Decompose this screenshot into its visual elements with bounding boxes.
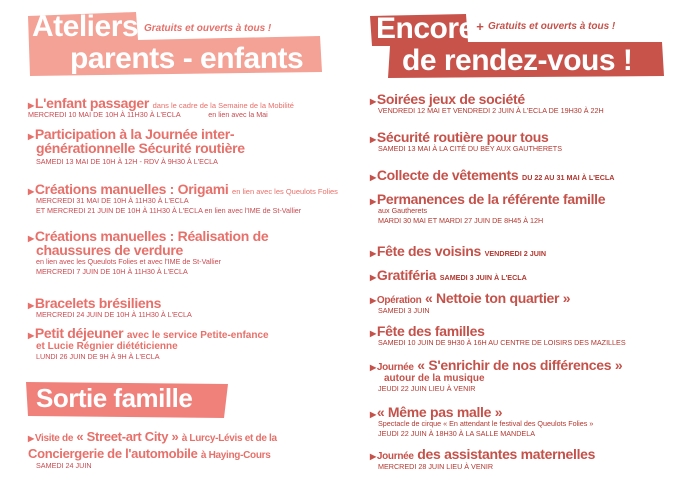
item-date: JEUDI 22 JUIN À 18H30 À LA SALLE MANDELA [378,428,535,438]
item-title: Permanences de la référente famille [376,191,606,207]
list-item [28,326,269,362]
item-date: MERCREDI 10 MAI DE 10H À 11H30 À L'ECLA [28,110,181,119]
item-date: MERCREDI 24 JUIN DE 10H À 11H30 À L'ECLA [36,310,192,319]
sortie-line1b: « Street-art City » [76,429,179,444]
item-note: en lien avec les Queulots Folies et avec l'IME de St-Vallier [36,257,222,266]
item-date: MERCREDI 31 MAI DE 10H À 11H30 À L'ECLA [36,196,189,205]
arrow-icon: ▶ [370,273,376,282]
item-title2: et Lucie Régnier diététicienne [36,341,178,352]
encore-banner-line1: Encore [376,12,475,45]
item-title2: autour de la musique [384,373,485,384]
item-date: DU 22 AU 31 MAI À L'ECLA [522,173,615,182]
arrow-icon: ▶ [370,363,376,372]
item-date: VENDREDI 12 MAI ET VENDREDI 2 JUIN À L'ECLA DE 19H30 À 22H [378,106,604,115]
item-title: « S'enrichir de nos différences » [417,357,623,373]
list-item [28,182,338,215]
item-title: Fête des voisins [376,243,481,259]
sortie-line1c: à Lurcy-Lévis et de la [181,433,277,444]
arrow-icon: ▶ [28,234,34,243]
arrow-icon: ▶ [28,331,34,340]
item-title: Créations manuelles : Réalisation de [34,228,269,244]
arrow-icon: ▶ [28,187,34,196]
item-title2: générationnelle Sécurité routière [36,140,245,156]
item-date: VENDREDI 2 JUIN [484,249,547,258]
list-item [370,268,527,283]
arrow-icon: ▶ [370,329,376,338]
workshop-banner [32,12,303,74]
workshop-banner-line2: parents - enfants [70,42,304,75]
item-note: Spectacle de cirque « En attendant le festival des Queulots Folies » [378,419,594,428]
item-title: Créations manuelles : Origami [34,181,229,197]
item-title: « Nettoie ton quartier » [424,290,571,306]
list-item [370,291,570,316]
plus-icon: + [476,19,484,34]
item-title: Participation à la Journée inter- [34,126,235,142]
item-pre: Journée [376,451,414,462]
item-date: SAMEDI 3 JUIN [378,306,430,315]
arrow-icon: ▶ [370,173,376,182]
item-date: SAMEDI 13 MAI À LA CITÉ DU BEY AUX GAUTHERETS [378,144,562,153]
list-item [370,324,626,348]
arrow-icon: ▶ [370,197,376,206]
item-note: dans le cadre de la Semaine de la Mobilité [152,101,294,110]
item-pre: Journée [376,362,414,373]
list-item [370,405,593,438]
item-note: aux Gautherets [378,206,428,215]
item-title: Petit déjeuner [34,325,124,341]
item-title: Sécurité routière pour tous [376,129,549,145]
item-title: Fête des familles [376,323,485,339]
item-title: des assistantes maternelles [417,446,596,462]
item-date: SAMEDI 13 MAI DE 10H À 12H - RDV À 9H30 À L'ECLA [36,157,218,166]
arrow-icon: ▶ [370,452,376,461]
item-title: Gratiféria [376,267,437,283]
item-pre: Opération [376,295,422,306]
arrow-icon: ▶ [28,132,34,141]
item-note2: en lien avec la Mai [208,110,268,119]
item-title: Bracelets brésiliens [34,295,162,311]
list-item [370,358,622,394]
item-date: MERCREDI 7 JUIN DE 10H À 11H30 À L'ECLA [36,266,188,276]
list-item [370,92,604,116]
sortie-banner-text: Sortie famille [36,383,193,413]
item-title: « Même pas malle » [376,404,503,420]
item-date: LUNDI 26 JUIN DE 9H À 9H À L'ECLA [36,352,160,361]
item-date: JEUDI 22 JUIN LIEU À VENIR [378,384,476,393]
workshop-banner-line1: Ateliers [32,10,139,43]
item-title-rest: avec le service Petite-enfance [126,330,269,341]
sortie-banner [36,385,192,411]
item-title: Collecte de vêtements [376,167,519,183]
encore-banner-sub: Gratuits et ouverts à tous ! [488,21,616,32]
arrow-icon: ▶ [370,410,376,419]
arrow-icon: ▶ [370,135,376,144]
list-item [28,430,277,471]
item-title: Soirées jeux de société [376,91,525,107]
item-date: MERCREDI 28 JUIN LIEU À VENIR [378,462,494,471]
item-date: SAMEDI 10 JUIN DE 9H30 À 16H AU CENTRE DE LOISIRS DES MAZILLES [378,338,626,347]
encore-banner [376,14,632,76]
arrow-icon: ▶ [370,249,376,258]
list-item [28,127,245,167]
item-note: en lien avec les Queulots Folies [232,187,338,196]
item-date: MARDI 30 MAI ET MARDI 27 JUIN DE 8H45 À 12H [378,215,544,225]
arrow-icon: ▶ [370,296,376,305]
item-date: SAMEDI 3 JUIN À L'ECLA [439,273,527,282]
list-item [370,130,562,154]
list-item [370,192,605,225]
item-date2: ET MERCREDI 21 JUIN DE 10H À 11H30 À L'ECLA [36,205,203,215]
arrow-icon: ▶ [370,97,376,106]
sortie-line1a: Visite de [34,433,74,444]
list-item [28,96,294,120]
sortie-line2b: à Haying-Cours [200,450,271,461]
list-item [28,296,192,320]
sortie-date: SAMEDI 24 JUIN [36,461,92,470]
list-item [370,244,546,259]
list-item [28,229,268,276]
list-item [370,447,595,472]
list-item [370,168,615,183]
item-note2: en lien avec l'IME de St-Vallier [204,205,302,215]
arrow-icon: ▶ [28,101,34,110]
workshop-banner-sub: Gratuits et ouverts à tous ! [144,23,272,34]
item-title: L'enfant passager [34,95,150,111]
arrow-icon: ▶ [28,301,34,310]
encore-banner-line2: de rendez-vous ! [402,44,633,77]
arrow-icon: ▶ [28,434,34,443]
sortie-line2a: Conciergerie de l'automobile [28,446,198,461]
item-title2: chaussures de verdure [36,242,183,258]
